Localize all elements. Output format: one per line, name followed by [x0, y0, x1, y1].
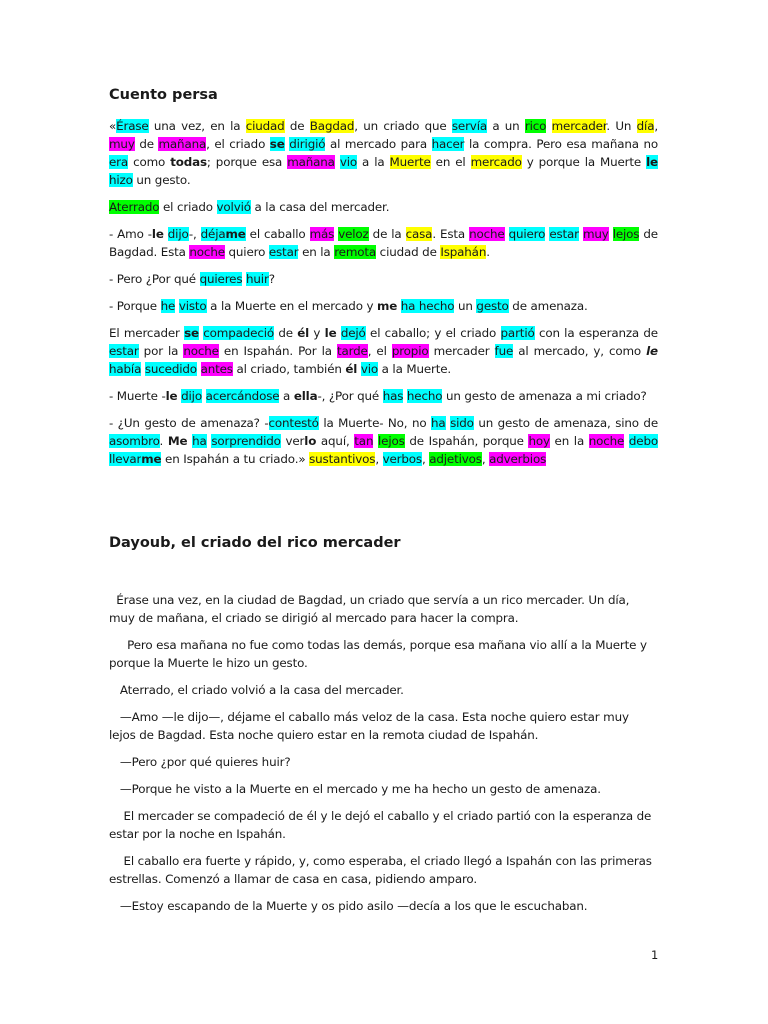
text-run: de — [134, 137, 159, 151]
text-run: le — [646, 344, 658, 358]
text-run: , el — [367, 344, 392, 358]
highlighted-word: noche — [183, 344, 219, 358]
highlighted-word: huir — [246, 272, 269, 286]
text-run: de Bagdad. Esta — [109, 227, 658, 259]
highlighted-word: se — [184, 326, 199, 340]
highlighted-word: Bagdad — [309, 119, 355, 133]
text-run: - Pero ¿Por qué — [109, 272, 200, 286]
story1-body — [109, 117, 658, 477]
story2-paragraph: El mercader se compadeció de él y le dejó el caballo y el criado partió con la esperanza de estar por la noche en Ispahán. — [109, 809, 655, 841]
highlighted-word: estar — [268, 245, 299, 259]
highlighted-word: tarde — [336, 344, 368, 358]
story1-paragraph — [109, 270, 658, 288]
highlighted-word: compadeció — [203, 326, 274, 340]
text-run: le — [165, 389, 178, 403]
highlighted-word: noche — [588, 434, 625, 448]
text-run: a la Muerte en el mercado y — [206, 299, 377, 313]
text-run: mercader — [428, 344, 495, 358]
highlighted-word: hecho — [406, 389, 443, 403]
text-run: él — [345, 362, 358, 376]
highlighted-word: hacer — [431, 137, 465, 151]
text-run — [505, 227, 509, 241]
story1-paragraph — [109, 117, 658, 189]
story1-paragraph — [109, 225, 658, 261]
highlighted-word: rico — [524, 119, 547, 133]
text-run: el criado — [159, 200, 217, 214]
highlighted-word: tan — [354, 434, 374, 448]
highlighted-word: verbos — [382, 452, 422, 466]
story1-paragraph — [109, 297, 658, 315]
story2-body — [109, 591, 658, 924]
text-run: y — [309, 326, 325, 340]
text-run: un gesto de amenaza a mi criado? — [442, 389, 647, 403]
text-run: a la Muerte. — [378, 362, 452, 376]
highlighted-word: fue — [494, 344, 514, 358]
story2-paragraph: —Amo —le dijo—, déjame el caballo más veloz de la casa. Esta noche quiero estar muy lejos de Bagdad. Esta noche quiero estar en la remota ciudad de Ispahán. — [109, 710, 633, 742]
highlighted-word: antes — [200, 362, 233, 376]
text-run: lo — [304, 434, 317, 448]
highlighted-word: sucedido — [144, 362, 197, 376]
text-run: , — [421, 452, 430, 466]
highlighted-word: ha — [192, 434, 207, 448]
highlighted-word: vio — [339, 155, 358, 169]
story2-paragraph: Aterrado, el criado volvió a la casa del mercader. — [109, 683, 404, 697]
text-run: ver — [280, 434, 305, 448]
highlighted-word: estar — [109, 344, 139, 358]
highlighted-word: mañana — [287, 155, 335, 169]
highlighted-word: adverbios — [489, 452, 547, 466]
highlighted-word: me — [225, 227, 246, 241]
highlighted-word: vio — [360, 362, 379, 376]
text-run: la Muerte- No, no — [318, 416, 431, 430]
highlighted-word: se — [269, 137, 285, 151]
text-run: -, — [188, 227, 201, 241]
text-run: a la casa del mercader. — [250, 200, 390, 214]
text-run: por la — [138, 344, 184, 358]
highlighted-word: hizo — [109, 173, 133, 187]
text-run: - Muerte - — [109, 389, 166, 403]
text-run: con la esperanza de — [534, 326, 658, 340]
highlighted-word: mañana — [158, 137, 207, 151]
highlighted-word: ha hecho — [400, 299, 455, 313]
text-run: a — [279, 389, 294, 403]
highlighted-word: llevar — [109, 452, 142, 466]
text-run: - Amo - — [109, 227, 152, 241]
text-run: de amenaza. — [508, 299, 588, 313]
highlighted-word: asombro — [109, 434, 160, 448]
highlighted-word: era — [109, 155, 129, 169]
text-run: le — [151, 227, 164, 241]
text-run: « — [109, 119, 117, 133]
text-run: , — [481, 452, 490, 466]
highlighted-word: partió — [500, 326, 535, 340]
highlighted-word: día — [636, 119, 655, 133]
text-run: un — [454, 299, 477, 313]
text-run: en Ispahán. Por la — [218, 344, 337, 358]
highlighted-word: propio — [391, 344, 429, 358]
text-run: Me — [167, 434, 188, 448]
text-run: un gesto de amenaza, sino de — [473, 416, 658, 430]
text-run: él — [297, 326, 310, 340]
text-run: en el — [430, 155, 471, 169]
text-run: el caballo; y el criado — [365, 326, 501, 340]
text-run: al mercado, y, como — [513, 344, 647, 358]
highlighted-word: noche — [189, 245, 225, 259]
highlighted-word: Érase — [116, 119, 149, 133]
text-run: . Esta — [432, 227, 470, 241]
text-run: ciudad de — [376, 245, 441, 259]
text-run: ? — [268, 272, 275, 286]
highlighted-word: más — [309, 227, 335, 241]
highlighted-word: servía — [451, 119, 487, 133]
story1-title: Cuento persa — [109, 87, 218, 103]
text-run: al mercado para — [325, 137, 432, 151]
highlighted-word: ciudad — [245, 119, 285, 133]
text-run: de Ispahán, porque — [404, 434, 529, 448]
highlighted-word: mercado — [470, 155, 522, 169]
story2-paragraph: Érase una vez, en la ciudad de Bagdad, un criado que servía a un rico mercader. Un día, muy de mañana, el criado se dirigió al mercado para hacer la compra. — [109, 593, 633, 625]
page-number: 1 — [651, 948, 659, 962]
highlighted-word: mercader — [551, 119, 607, 133]
text-run: a la — [357, 155, 390, 169]
text-run: quiero — [224, 245, 269, 259]
highlighted-word: gesto — [476, 299, 509, 313]
text-run: aquí, — [316, 434, 355, 448]
story2-title: Dayoub, el criado del rico mercader — [109, 535, 401, 551]
text-run: ; porque esa — [206, 155, 288, 169]
highlighted-word: casa — [405, 227, 433, 241]
text-run: . Un — [606, 119, 637, 133]
text-run: un gesto. — [132, 173, 191, 187]
text-run: -, ¿Por qué — [317, 389, 383, 403]
highlighted-word: lejos — [378, 434, 405, 448]
text-run: le — [324, 326, 337, 340]
highlighted-word: adjetivos — [429, 452, 482, 466]
text-run: - ¿Un gesto de amenaza? - — [109, 416, 269, 430]
highlighted-word: ha — [431, 416, 446, 430]
text-run: como — [128, 155, 171, 169]
highlighted-word: dijo — [181, 389, 202, 403]
text-run: de — [274, 326, 298, 340]
highlighted-word: había — [109, 362, 142, 376]
highlighted-word: Muerte — [389, 155, 431, 169]
story1-paragraph — [109, 414, 658, 468]
story1-paragraph — [109, 324, 658, 378]
highlighted-word: muy — [582, 227, 609, 241]
story1-paragraph — [109, 387, 658, 405]
highlighted-word: remota — [334, 245, 377, 259]
highlighted-word: déja — [200, 227, 226, 241]
story2-paragraph: —Estoy escapando de la Muerte y os pido asilo —decía a los que le escuchaban. — [109, 899, 588, 913]
highlighted-word: muy — [109, 137, 135, 151]
highlighted-word: acercándose — [205, 389, 280, 403]
story2-paragraph: —Pero ¿por qué quieres huir? — [109, 755, 291, 769]
text-run: , — [375, 452, 383, 466]
text-run: , un criado que — [354, 119, 452, 133]
text-run: ella — [293, 389, 318, 403]
text-run: me — [376, 299, 398, 313]
story2-paragraph: Pero esa mañana no fue como todas las demás, porque esa mañana vio allí a la Muerte y porque la Muerte le hizo un gesto. — [109, 638, 651, 670]
text-run: al criado, también — [232, 362, 346, 376]
highlighted-word: hoy — [528, 434, 550, 448]
text-run: - Porque — [109, 299, 161, 313]
text-run: de la — [368, 227, 406, 241]
highlighted-word: Ispahán — [440, 245, 487, 259]
highlighted-word: dijo — [167, 227, 189, 241]
highlighted-word: lejos — [612, 227, 640, 241]
text-run: en Ispahán a tu criado.» — [161, 452, 310, 466]
text-run: El mercader — [109, 326, 185, 340]
text-run: la compra. Pero esa mañana no — [464, 137, 658, 151]
highlighted-word: le — [646, 155, 658, 169]
text-run: de — [284, 119, 310, 133]
highlighted-word: sorprendido — [211, 434, 281, 448]
highlighted-word: contestó — [268, 416, 319, 430]
highlighted-word: Aterrado — [109, 200, 160, 214]
text-run: a un — [487, 119, 525, 133]
text-run: en la — [549, 434, 589, 448]
highlighted-word: visto — [178, 299, 207, 313]
highlighted-word: dejó — [340, 326, 366, 340]
text-run — [546, 119, 551, 133]
text-run: en la — [298, 245, 335, 259]
highlighted-word: veloz — [338, 227, 369, 241]
text-run: una vez, en la — [148, 119, 246, 133]
text-run: , — [654, 119, 658, 133]
highlighted-word: volvió — [216, 200, 251, 214]
highlighted-word: quiero — [508, 227, 546, 241]
text-run: y porque la Muerte — [521, 155, 647, 169]
highlighted-word: dirigió — [289, 137, 326, 151]
text-run: , el criado — [206, 137, 270, 151]
highlighted-word: sustantivos — [309, 452, 376, 466]
highlighted-word: sido — [450, 416, 474, 430]
story1-paragraph — [109, 198, 658, 216]
highlighted-word: has — [382, 389, 404, 403]
text-run: . — [486, 245, 490, 259]
highlighted-word: estar — [549, 227, 579, 241]
highlighted-word: noche — [469, 227, 505, 241]
highlighted-word: quieres — [199, 272, 243, 286]
text-run: . — [159, 434, 168, 448]
text-run: el caballo — [245, 227, 310, 241]
highlighted-word: debo — [628, 434, 658, 448]
story2-paragraph: El caballo era fuerte y rápido, y, como esperaba, el criado llegó a Ispahán con las primeras estrellas. Comenzó a llamar de casa en casa, pidiendo amparo. — [109, 854, 656, 886]
highlighted-word: me — [141, 452, 162, 466]
text-run: todas — [170, 155, 207, 169]
story2-paragraph: —Porque he visto a la Muerte en el mercado y me ha hecho un gesto de amenaza. — [109, 782, 601, 796]
highlighted-word: he — [160, 299, 176, 313]
